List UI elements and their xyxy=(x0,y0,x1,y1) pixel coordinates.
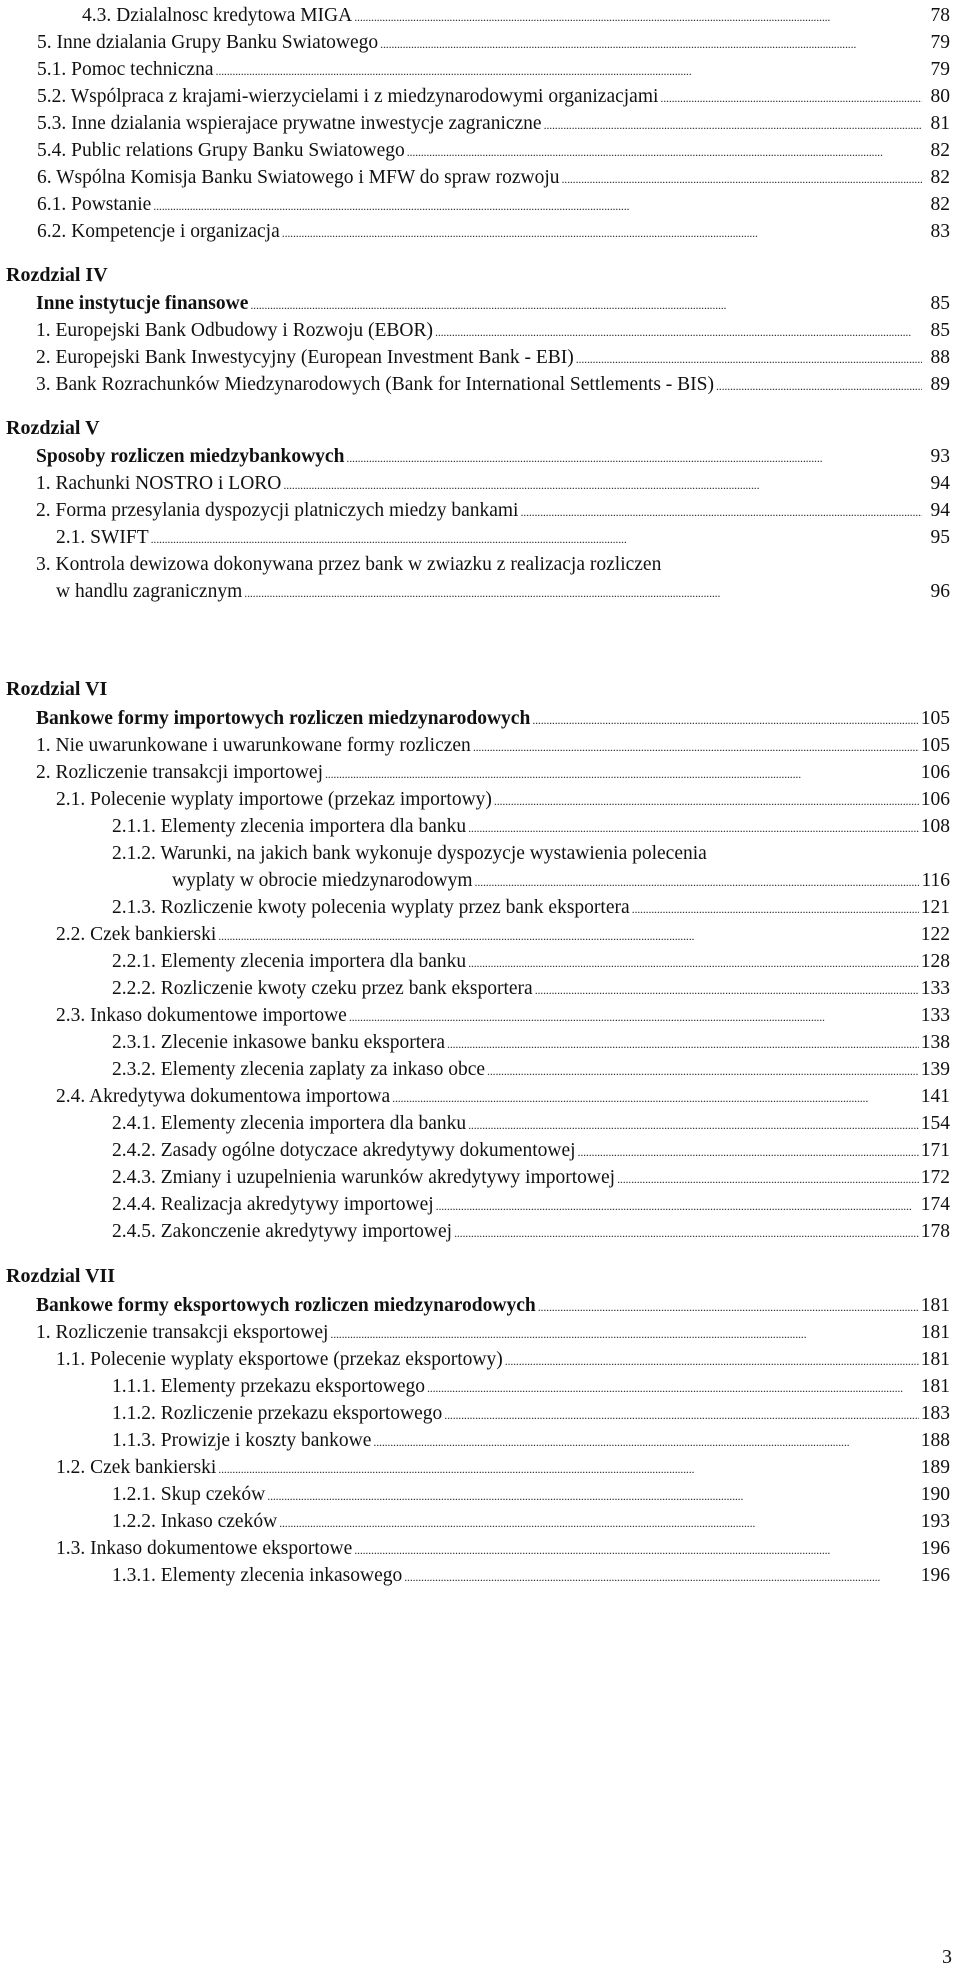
toc-entry xyxy=(112,1564,950,1589)
entry-page: 108 xyxy=(920,816,950,837)
toc-entry xyxy=(112,1510,950,1535)
entry-label: Sposoby rozliczen miedzybankowych xyxy=(36,446,345,467)
entry-page: 94 xyxy=(930,500,950,521)
dot-leader xyxy=(632,896,919,921)
toc-entry xyxy=(112,815,950,840)
entry-page: 174 xyxy=(920,1194,950,1215)
entry-page: 89 xyxy=(930,374,950,395)
entry-label: 2.4.3. Zmiany i uzupelnienia warunków akredytywy importowej xyxy=(112,1167,616,1188)
entry-page: 139 xyxy=(920,1059,950,1080)
entry-label: 1. Europejski Bank Odbudowy i Rozwoju (EBOR) xyxy=(36,320,434,341)
toc-entry xyxy=(36,1321,950,1346)
entry-label: 1.1.3. Prowizje i koszty bankowe xyxy=(112,1430,372,1451)
dot-leader xyxy=(346,445,922,470)
entry-label: 1.3.1. Elementy zlecenia inkasowego xyxy=(112,1565,403,1586)
toc-entry xyxy=(37,193,950,218)
dot-leader xyxy=(535,977,919,1002)
dot-leader xyxy=(407,139,922,164)
chapter-title xyxy=(36,1294,950,1319)
entry-page: 80 xyxy=(930,86,950,107)
entry-page: 93 xyxy=(930,446,950,467)
entry-page: 83 xyxy=(930,221,950,242)
toc-entry xyxy=(36,319,950,344)
entry-label: 2.1. Polecenie wyplaty importowe (przekaz importowy) xyxy=(56,789,492,810)
dot-leader xyxy=(444,1402,918,1427)
entry-label: 2.4.4. Realizacja akredytywy importowej xyxy=(112,1194,434,1215)
dot-leader xyxy=(468,950,919,975)
entry-label: 5.2. Wspólpraca z krajami-wierzycielami i z miedzynarodowymi organizacjami xyxy=(37,86,659,107)
entry-label: 1.1. Polecenie wyplaty eksportowe (przekaz eksportowy) xyxy=(56,1349,503,1370)
toc-entry xyxy=(36,472,950,497)
page-number: 3 xyxy=(942,1946,952,1968)
entry-page: 81 xyxy=(930,113,950,134)
toc-entry xyxy=(112,1058,950,1083)
entry-label: Inne instytucje finansowe xyxy=(36,293,249,314)
toc-entry xyxy=(56,1348,950,1373)
entry-label: 6.2. Kompetencje i organizacja xyxy=(37,221,280,242)
toc-entry xyxy=(56,788,950,813)
dot-leader xyxy=(283,472,922,497)
entry-page: 95 xyxy=(930,527,950,548)
dot-leader xyxy=(427,1375,919,1400)
entry-label: 6.1. Powstanie xyxy=(37,194,152,215)
toc-entry xyxy=(56,580,950,605)
entry-page: 85 xyxy=(930,293,950,314)
entry-page: 181 xyxy=(920,1322,950,1343)
dot-leader xyxy=(153,193,922,218)
toc-entry xyxy=(37,166,950,191)
dot-leader xyxy=(494,788,919,813)
chapter-title xyxy=(36,292,950,317)
toc-entry xyxy=(56,526,950,551)
entry-page: 188 xyxy=(920,1430,950,1451)
entry-page: 105 xyxy=(920,708,950,729)
entry-page: 82 xyxy=(930,194,950,215)
chapter-heading: Rozdzial IV xyxy=(6,264,108,286)
entry-label: 2.4.1. Elementy zlecenia importera dla banku xyxy=(112,1113,467,1134)
dot-leader xyxy=(487,1058,919,1083)
dot-leader xyxy=(354,4,922,29)
entry-label: 3. Bank Rozrachunków Miedzynarodowych (Bank for International Settlements - BIS) xyxy=(36,374,714,395)
dot-leader xyxy=(578,1139,919,1164)
entry-page: 181 xyxy=(920,1376,950,1397)
entry-label: Bankowe formy importowych rozliczen miedzynarodowych xyxy=(36,708,531,729)
entry-label: 2.4.5. Zakonczenie akredytywy importowej xyxy=(112,1221,453,1242)
dot-leader xyxy=(538,1294,919,1319)
entry-page: 106 xyxy=(920,762,950,783)
toc-entry xyxy=(112,1031,950,1056)
entry-label: 4.3. Dzialalnosc kredytowa MIGA xyxy=(82,5,353,26)
dot-leader xyxy=(380,31,922,56)
entry-label: 2.3.2. Elementy zlecenia zaplaty za inkaso obce xyxy=(112,1059,486,1080)
entry-page: 79 xyxy=(930,32,950,53)
dot-leader xyxy=(544,112,922,137)
dot-leader xyxy=(250,292,922,317)
entry-page: 121 xyxy=(920,897,950,918)
entry-label: 1.3. Inkaso dokumentowe eksportowe xyxy=(56,1538,353,1559)
entry-page: 138 xyxy=(920,1032,950,1053)
chapter-heading: Rozdzial VI xyxy=(6,678,108,700)
entry-label: 2. Forma przesylania dyspozycji platniczych miedzy bankami xyxy=(36,500,519,521)
dot-leader xyxy=(218,1456,918,1481)
dot-leader xyxy=(151,526,922,551)
entry-label: 5.3. Inne dzialania wspierajace prywatne inwestycje zagraniczne xyxy=(37,113,542,134)
chapter-title xyxy=(36,445,950,470)
entry-label: 1.2.2. Inkaso czeków xyxy=(112,1511,278,1532)
dot-leader xyxy=(279,1510,919,1535)
dot-leader xyxy=(354,1537,919,1562)
entry-label: 2. Rozliczenie transakcji importowej xyxy=(36,762,323,783)
toc-entry xyxy=(112,1429,950,1454)
entry-label: 2.4.2. Zasady ogólne dotyczace akredytywy dokumentowej xyxy=(112,1140,576,1161)
toc-entry xyxy=(37,112,950,137)
dot-leader xyxy=(716,373,922,398)
entry-label: 3. Kontrola dewizowa dokonywana przez bank w zwiazku z realizacja rozliczen xyxy=(36,554,662,575)
entry-page: 122 xyxy=(920,924,950,945)
entry-label: 5.4. Public relations Grupy Banku Swiatowego xyxy=(37,140,405,161)
toc-entry xyxy=(37,58,950,83)
entry-page: 178 xyxy=(920,1221,950,1242)
toc-entry xyxy=(112,950,950,975)
entry-page: 183 xyxy=(920,1403,950,1424)
dot-leader xyxy=(475,869,920,894)
dot-leader xyxy=(617,1166,919,1191)
dot-leader xyxy=(561,166,922,191)
entry-label: 1.2.1. Skup czeków xyxy=(112,1484,266,1505)
entry-page: 190 xyxy=(920,1484,950,1505)
toc-entry xyxy=(56,1085,950,1110)
dot-leader xyxy=(660,85,922,110)
entry-label: 6. Wspólna Komisja Banku Swiatowego i MFW do spraw rozwoju xyxy=(37,167,560,188)
toc-entry xyxy=(112,1375,950,1400)
entry-page: 82 xyxy=(930,167,950,188)
dot-leader xyxy=(505,1348,919,1373)
entry-label: 2.3. Inkaso dokumentowe importowe xyxy=(56,1005,347,1026)
entry-page: 181 xyxy=(920,1295,950,1316)
dot-leader xyxy=(392,1085,919,1110)
dot-leader xyxy=(349,1004,919,1029)
entry-label: 2.4. Akredytywa dokumentowa importowa xyxy=(56,1086,391,1107)
entry-label: 5.1. Pomoc techniczna xyxy=(37,59,214,80)
dot-leader xyxy=(216,58,922,83)
toc-entry xyxy=(37,85,950,110)
dot-leader xyxy=(282,220,922,245)
dot-leader xyxy=(473,734,919,759)
toc-entry xyxy=(36,373,950,398)
entry-label: 2.1.3. Rozliczenie kwoty polecenia wyplaty przez bank eksportera xyxy=(112,897,630,918)
entry-page: 105 xyxy=(920,735,950,756)
toc-entry xyxy=(56,1456,950,1481)
entry-page: 189 xyxy=(920,1457,950,1478)
toc-entry xyxy=(56,1537,950,1562)
entry-label: 2.1.2. Warunki, na jakich bank wykonuje dyspozycje wystawienia polecenia xyxy=(112,843,707,864)
entry-label: 2.3.1. Zlecenie inkasowe banku eksportera xyxy=(112,1032,446,1053)
entry-label: 2.1.1. Elementy zlecenia importera dla banku xyxy=(112,816,467,837)
toc-entry xyxy=(112,1139,950,1164)
entry-page: 133 xyxy=(920,1005,950,1026)
entry-label: 1.1.1. Elementy przekazu eksportowego xyxy=(112,1376,425,1397)
entry-label: 2. Europejski Bank Inwestycyjny (European Investment Bank - EBI) xyxy=(36,347,574,368)
entry-page: 88 xyxy=(930,347,950,368)
chapter-heading: Rozdzial V xyxy=(6,417,100,439)
dot-leader xyxy=(576,346,922,371)
toc-entry xyxy=(112,1193,950,1218)
entry-page: 79 xyxy=(930,59,950,80)
dot-leader xyxy=(373,1429,918,1454)
entry-page: 106 xyxy=(920,789,950,810)
dot-leader xyxy=(532,707,918,732)
toc-entry xyxy=(112,1112,950,1137)
entry-label: 1. Nie uwarunkowane i uwarunkowane formy rozliczen xyxy=(36,735,471,756)
dot-leader xyxy=(447,1031,919,1056)
entry-page: 133 xyxy=(920,978,950,999)
toc-entry xyxy=(82,4,950,29)
dot-leader xyxy=(520,499,922,524)
toc-entry xyxy=(112,1166,950,1191)
toc-entry xyxy=(112,842,950,866)
entry-label: 2.2.2. Rozliczenie kwoty czeku przez bank eksportera xyxy=(112,978,533,999)
entry-page: 78 xyxy=(930,5,950,26)
dot-leader xyxy=(325,761,919,786)
entry-label: 1.1.2. Rozliczenie przekazu eksportowego xyxy=(112,1403,443,1424)
dot-leader xyxy=(267,1483,918,1508)
toc-entry xyxy=(112,1483,950,1508)
toc-entry xyxy=(37,220,950,245)
chapter-heading: Rozdzial VII xyxy=(6,1265,116,1287)
toc-entry xyxy=(112,977,950,1002)
entry-label: 1. Rozliczenie transakcji eksportowej xyxy=(36,1322,329,1343)
entry-label: 2.1. SWIFT xyxy=(56,527,149,548)
entry-page: 171 xyxy=(920,1140,950,1161)
entry-page: 154 xyxy=(920,1113,950,1134)
dot-leader xyxy=(454,1220,919,1245)
dot-leader xyxy=(468,815,919,840)
entry-page: 82 xyxy=(930,140,950,161)
entry-page: 141 xyxy=(920,1086,950,1107)
entry-label: 2.2.1. Elementy zlecenia importera dla banku xyxy=(112,951,467,972)
entry-label: 1. Rachunki NOSTRO i LORO xyxy=(36,473,282,494)
entry-page: 172 xyxy=(920,1167,950,1188)
entry-label: 2.2. Czek bankierski xyxy=(56,924,217,945)
toc-entry xyxy=(56,1004,950,1029)
toc-entry xyxy=(37,31,950,56)
toc-entry xyxy=(36,553,950,577)
dot-leader xyxy=(330,1321,918,1346)
toc-entry xyxy=(112,896,950,921)
entry-page: 196 xyxy=(920,1538,950,1559)
entry-page: 116 xyxy=(921,870,950,891)
entry-label: 5. Inne dzialania Grupy Banku Swiatowego xyxy=(37,32,379,53)
entry-label: w handlu zagranicznym xyxy=(56,581,243,602)
entry-page: 85 xyxy=(930,320,950,341)
toc-entry xyxy=(37,139,950,164)
entry-page: 193 xyxy=(920,1511,950,1532)
toc-entry xyxy=(112,1402,950,1427)
toc-entry xyxy=(36,734,950,759)
entry-label: wyplaty w obrocie miedzynarodowym xyxy=(172,870,473,891)
toc-entry xyxy=(172,869,950,894)
entry-page: 128 xyxy=(920,951,950,972)
entry-page: 96 xyxy=(930,581,950,602)
dot-leader xyxy=(218,923,918,948)
chapter-title xyxy=(36,707,950,732)
dot-leader xyxy=(435,319,922,344)
entry-label: Bankowe formy eksportowych rozliczen miedzynarodowych xyxy=(36,1295,536,1316)
entry-page: 94 xyxy=(930,473,950,494)
toc-entry xyxy=(36,346,950,371)
toc-entry xyxy=(36,499,950,524)
dot-leader xyxy=(244,580,922,605)
toc-entry xyxy=(36,761,950,786)
dot-leader xyxy=(468,1112,919,1137)
entry-label: 1.2. Czek bankierski xyxy=(56,1457,217,1478)
toc-entry xyxy=(112,1220,950,1245)
entry-page: 196 xyxy=(920,1565,950,1586)
toc-entry xyxy=(56,923,950,948)
dot-leader xyxy=(436,1193,919,1218)
entry-page: 181 xyxy=(920,1349,950,1370)
dot-leader xyxy=(404,1564,919,1589)
